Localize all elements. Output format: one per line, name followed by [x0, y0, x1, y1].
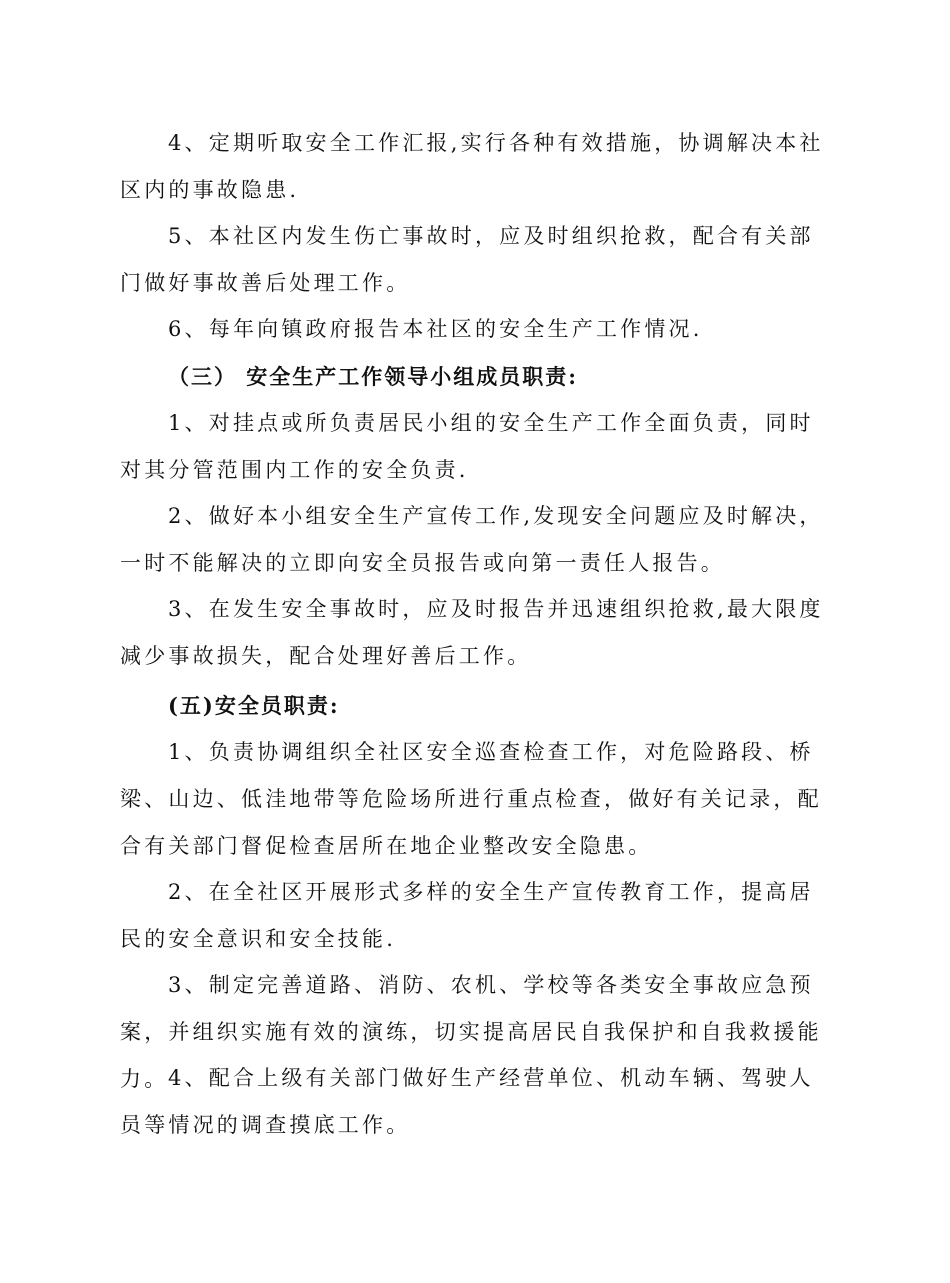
section-heading-safety-officer-duties: (五)安全员职责:	[168, 693, 340, 718]
paragraph-group-item-1: 1、对挂点或所负责居民小组的安全生产工作全面负责，同时对其分管范围内工作的安全负责.	[120, 411, 814, 482]
paragraph-group-item-2: 2、做好本小组安全生产宣传工作,发现安全问题应及时解决，一时不能解决的立即向安全员报告或向第一责任人报告。	[120, 504, 824, 575]
paragraph-group-item-3: 3、在发生安全事故时，应及时报告并迅速组织抢救,最大限度减少事故损失，配合处理好善后工作。	[120, 597, 824, 668]
paragraph-officer-item-4: 4、配合上级有关部门做好生产经营单位、机动车辆、驾驶人员等情况的调查摸底工作。	[120, 1066, 814, 1137]
paragraph-item-5-accidents: 5、本社区内发生伤亡事故时，应及时组织抢救，配合有关部门做好事故善后处理工作。	[120, 224, 814, 295]
paragraph-officer-item-3: 3、制定完善道路、消防、农机、学校等各类安全事故应急预案，并组织实施有效的演练，切实提高居民自我保护和自我救援能力。	[120, 973, 822, 1091]
paragraph-item-4-meetings: 4、定期听取安全工作汇报,实行各种有效措施，协调解决本社区内的事故隐患.	[120, 131, 824, 202]
paragraph-officer-item-2: 2、在全社区开展形式多样的安全生产宣传教育工作，提高居民的安全意识和安全技能.	[120, 880, 814, 951]
section-heading-leader-group-duties: （三） 安全生产工作领导小组成员职责:	[168, 364, 579, 389]
paragraph-officer-item-1: 1、负责协调组织全社区安全巡查检查工作，对危险路段、桥梁、山边、低洼地带等危险场所进行重点检查，做好有关记录，配合有关部门督促检查居所在地企业整改安全隐患。	[120, 740, 822, 858]
paragraph-item-6-report: 6、每年向镇政府报告本社区的安全生产工作情况.	[168, 317, 703, 341]
